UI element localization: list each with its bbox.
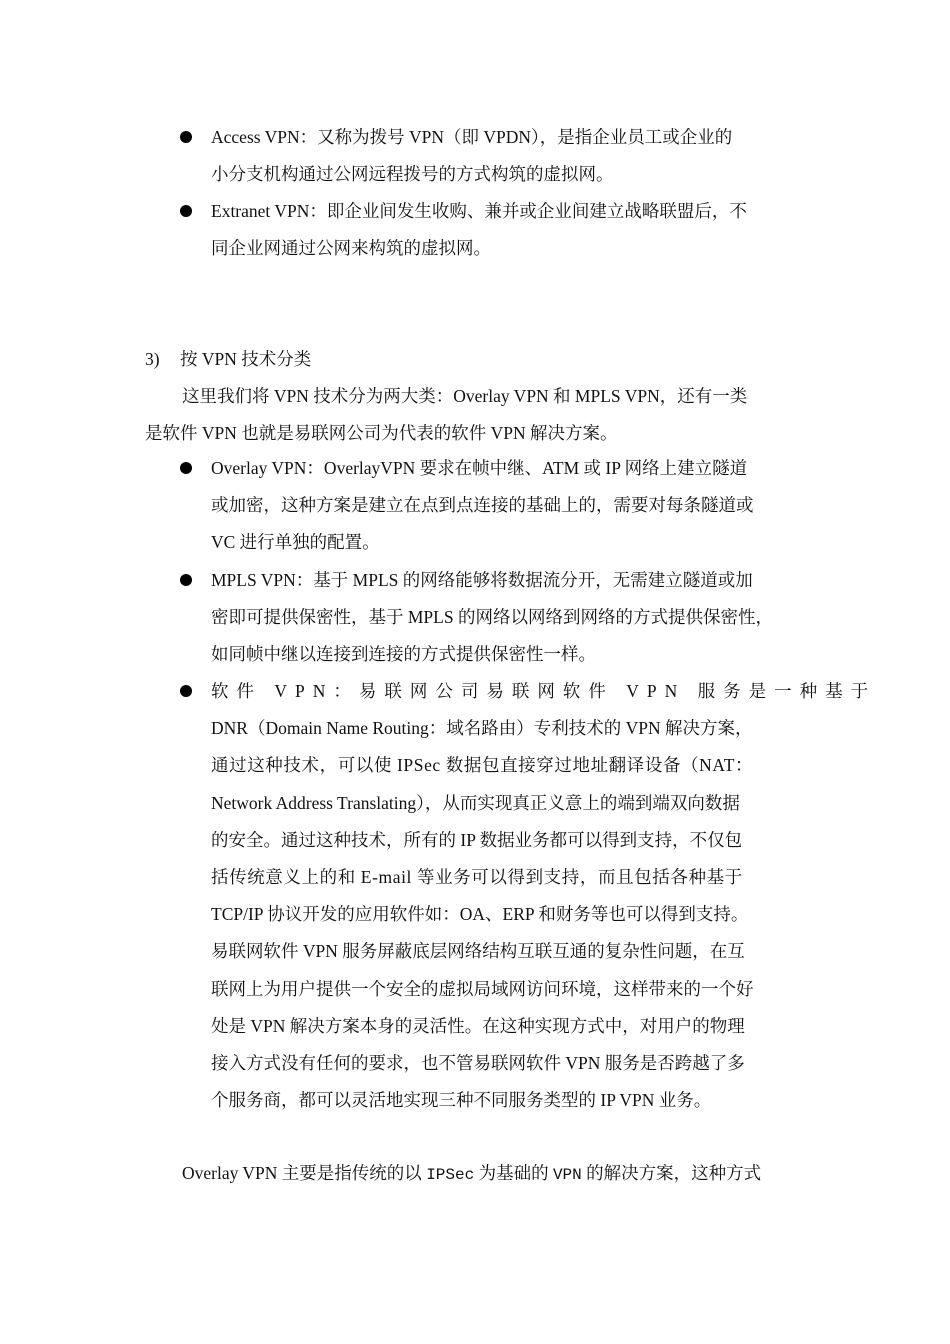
closing-mono-ipsec: IPSec (426, 1166, 475, 1184)
bullet-dot (180, 131, 192, 143)
closing-text-part3: 的解决方案，这种方式 (581, 1163, 762, 1183)
software-vpn-line9: 联网上为用户提供一个安全的虚拟局域网访问环境，这样带来的一个好 (211, 979, 754, 999)
closing-text-part1: Overlay VPN 主要是指传统的以 (182, 1163, 427, 1183)
software-vpn-line11: 接入方式没有任何的要求，也不管易联网软件 VPN 服务是否跨越了多 (211, 1053, 745, 1073)
mpls-vpn-line2: 密即可提供保密性，基于 MPLS 的网络以网络到网络的方式提供保密性， (211, 607, 773, 627)
access-vpn-line2: 小分支机构通过公网远程拨号的方式构筑的虚拟网。 (211, 164, 614, 184)
software-vpn-line8: 易联网软件 VPN 服务屏蔽底层网络结构互联互通的复杂性问题，在互 (211, 941, 745, 961)
extranet-vpn-line2: 同企业网通过公网来构筑的虚拟网。 (211, 238, 491, 258)
software-vpn-line10: 处是 VPN 解决方案本身的灵活性。在这种实现方式中，对用户的物理 (211, 1016, 745, 1036)
software-vpn-line3: 通过这种技术，可以使 IPSec 数据包直接穿过地址翻译设备（NAT： (211, 755, 754, 775)
intro-line2: 是软件 VPN 也就是易联网公司为代表的软件 VPN 解决方案。 (145, 423, 618, 443)
section-heading: 按 VPN 技术分类 (180, 349, 312, 369)
software-vpn-line2: DNR（Domain Name Routing：域名路由）专利技术的 VPN 解决方案， (211, 718, 753, 738)
overlay-vpn-line3: VC 进行单独的配置。 (211, 532, 380, 552)
bullet-dot (180, 685, 192, 697)
bullet-dot (180, 462, 192, 474)
overlay-vpn-line1: Overlay VPN：OverlayVPN 要求在帧中继、ATM 或 IP 网络上建立隧道 (211, 458, 748, 478)
overlay-vpn-line2: 或加密，这种方案是建立在点到点连接的基础上的，需要对每条隧道或 (211, 495, 754, 515)
extranet-vpn-line1: Extranet VPN：即企业间发生收购、兼并或企业间建立战略联盟后，不 (211, 201, 747, 221)
closing-text-part2: 为基础的 (474, 1163, 553, 1183)
mpls-vpn-line3: 如同帧中继以连接到连接的方式提供保密性一样。 (211, 644, 596, 664)
software-vpn-line5: 的安全。通过这种技术，所有的 IP 数据业务都可以得到支持，不仅包 (211, 830, 743, 850)
mpls-vpn-line1: MPLS VPN：基于 MPLS 的网络能够将数据流分开，无需建立隧道或加 (211, 570, 753, 590)
software-vpn-line1: 软件 VPN：易联网公司易联网软件 VPN 服务是一种基于 (211, 681, 877, 701)
section-number: 3) (145, 349, 160, 369)
closing-paragraph-line (182, 1155, 761, 1194)
software-vpn-line12: 个服务商，都可以灵活地实现三种不同服务类型的 IP VPN 业务。 (211, 1090, 712, 1110)
software-vpn-line7: TCP/IP 协议开发的应用软件如：OA、ERP 和财务等也可以得到支持。 (211, 904, 749, 924)
bullet-dot (180, 205, 192, 217)
intro-line1: 这里我们将 VPN 技术分为两大类：Overlay VPN 和 MPLS VPN，还有一类 (182, 386, 748, 406)
access-vpn-line1: Access VPN：又称为拨号 VPN（即 VPDN），是指企业员工或企业的 (211, 127, 733, 147)
software-vpn-line4: Network Address Translating），从而实现真正义意上的端到端双向数据 (211, 793, 740, 813)
closing-mono-vpn: VPN (552, 1166, 582, 1184)
bullet-dot (180, 574, 192, 586)
software-vpn-line6: 括传统意义上的和 E-mail 等业务可以得到支持，而且包括各种基于 (211, 867, 743, 887)
